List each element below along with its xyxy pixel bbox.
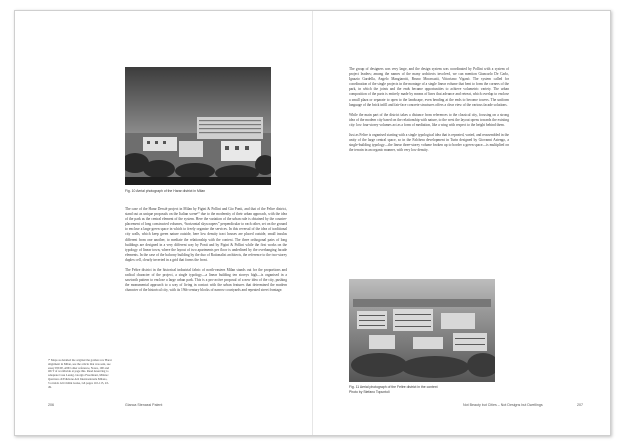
running-head: Gianca Stenassi Palent <box>125 403 163 407</box>
running-head: Not Beauty but Cities – Not Designs but Dwellings <box>463 403 543 407</box>
paragraph: The case of the Harar Dessiè project in Milan by Figini & Pollini and Gio Ponti, and that of the Feltre district, stand out as unique proposals on the Italian scene¹⁰ due to the modernity of their urban approach, with the idea of the park as the central element of the system. Here the variation of the urban rule is obtained by the counter-placement of long constructed volumes, “horizontal skyscrapers” perpendicular to each other, set on the ground to enclose a large green space in which to freely organise the services. In this reversal of the idea of traditional city walls, which keep green nature outside, here low density tract houses are placed outside, small insulas different from one another, to mediate the relationship with the context. The three orthogonal pairs of long buildings are designed in a very different way by Ponti and by Figini & Pollini while the first works on the typology of linear town, where the layout of two apartments per floor is underlined by the overhanging facade elements. In the case of the balcony building by the duo of Rationalist architects, the reference to the two-storey duplex cell, clearly inverted in a grid that forms the front. <box>125 207 287 262</box>
feltre-district-photo <box>349 279 495 382</box>
right-body-text <box>349 67 509 275</box>
left-body-text <box>125 207 287 397</box>
harar-photo-image <box>125 67 271 185</box>
feltre-photo-image <box>349 279 495 382</box>
paragraph: The Feltre district in the historical industrial fabric of north-eastern Milan stands out for the proportions and radical character of the project, a single typology—a linear building ten storeys high—is organised in a sawtooth pattern to enclose a large urban park. This is a pro-active proposal of a new idea of the city, pushing the monumental approach to a way of living in contact with the urban features that determined the modern character of the historical city, with its 19th-century blocks of narrow courtyards and repeated street frontage. <box>125 268 287 293</box>
right-page <box>313 11 610 435</box>
footnote: ¹⁰ Maps as detailed the original the golden row Harar alignment in Milan, see the article that was sent, see essay INCIP, AND other reference, Notes, 190 and OUT of worldwide at page this. Read deserving to adequate Casa Lessig. Giorgio Fasolinani, Milano: Quarrano di Edizione Arti Internazionale Milano, 'Corraldo Gli Ordini Guise, G6 pages 110-115, 43-49. <box>48 359 112 389</box>
left-page <box>15 11 312 435</box>
figure-caption: Fig. 10 Aerial photograph of the Harar district in Milan <box>125 189 206 193</box>
page-number: 206 <box>48 403 54 407</box>
paragraph: The group of designers was very large, and the design system was coordinated by Pollini with a system of project leaders; among the names of the many architects involved, we can mention Giancarlo De Carlo, Ignazio Gardella, Angelo Mangiarotti, Bruno Morassutti, Vittoriano Viganò. The system called for coordination of the single projects in the montage of a single linear volume that bent to form the corners of the park, in which the joints and the ends became opportunities to achieve volumetric variety. The urban composition of the parts is entirely made by means of lines that advance and retreat, which overlap to enclose a small plaza or separate to open to the landscape, even bending at the ends to become towers. The uniform language of the brick infill and fair-face concrete structures offers a clear view of the various facade solutions. <box>349 67 509 107</box>
figure-credit: Photo by Stefano Topuntoli <box>349 389 390 394</box>
page-number: 207 <box>577 403 583 407</box>
book-spread <box>14 10 611 436</box>
paragraph: Just as Feltre is organised starting with a single typological idea that is repeated, varied, and reassembled in the unity of the large central space, so in the Falchera development in Turin designed by Giovanni Astengo, a single-building typology—the linear three-storey volume broken up to border a green space—is multiplied on the terrain in an organic manner, with very low density. <box>349 133 509 153</box>
harar-district-photo <box>125 67 271 185</box>
figure-caption: Fig. 11 Aerial photograph of the Feltre district in the context <box>349 385 438 389</box>
paragraph: While the main part of the district takes a distance from references to the classical city, focusing on a strong idea of the modern city based on the relationship with nature, to the west the layout opens towards the existing city: low four-storey volumes act as a form of mediation, like a wing with respect to the height behind them. <box>349 112 509 127</box>
